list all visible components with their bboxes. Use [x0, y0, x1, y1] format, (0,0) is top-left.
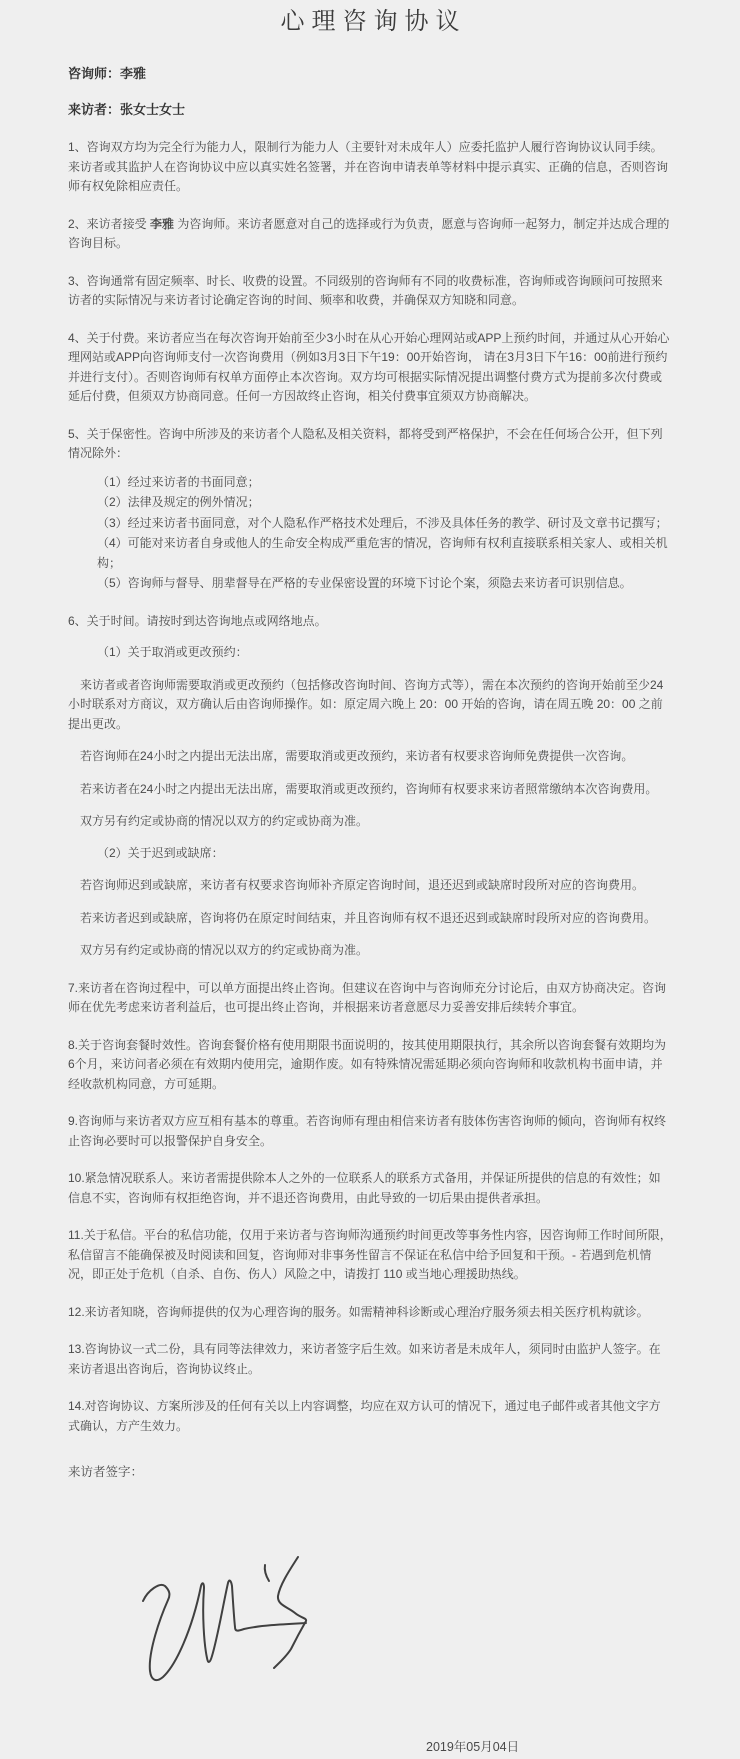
clause-6-sub1-para: 若来访者在24小时之内提出无法出席，需要取消或更改预约，咨询师有权要求来访者照常缴纳本次咨询费用。	[80, 781, 658, 796]
client-signature-image	[128, 1544, 328, 1694]
clause-6-sub2-para: 若咨询师迟到或缺席，来访者有权要求咨询师补齐原定咨询时间，退还迟到或缺席时段所对应的咨询费用。	[80, 878, 645, 892]
counselor-label: 咨询师：	[68, 66, 121, 81]
clause-5	[68, 425, 672, 594]
counselor-name: 李雅	[120, 66, 147, 81]
client-line	[68, 100, 672, 120]
signature-date: 2019年05月04日	[426, 1740, 520, 1754]
clause-5-intro: 5、关于保密性。咨询中所涉及的来访者个人隐私及相关资料，都将受到严格保护，不会在任何场合公开，但下列情况除外：	[68, 426, 663, 460]
counselor-line	[68, 64, 672, 84]
clause-6-intro: 6、关于时间。请按时到达咨询地点或网络地点。	[68, 613, 327, 628]
clause-3: 3、咨询通常有固定频率、时长、收费的设置。不同级别的咨询师有不同的收费标准，咨询师或咨询顾问可按照来访者的实际情况与来访者讨论确定咨询的时间、频率和收费，并确保双方知晓和同意。	[68, 273, 663, 307]
client-label: 来访者：	[68, 102, 121, 117]
page-title: 心理咨询协议	[280, 8, 467, 35]
clause-2-text-pre: 2、来访者接受	[68, 216, 151, 231]
clause-5-item: （4）可能对来访者自身或他人的生命安全构成严重危害的情况，咨询师有权利直接联系相关家人、或相关机构；	[97, 536, 668, 570]
clause-6-sub2-para: 若来访者迟到或缺席，咨询将仍在原定时间结束，并且咨询师有权不退还迟到或缺席时段所对应的咨询费用。	[80, 910, 657, 925]
clause-6-sub2-para: 双方另有约定或协商的情况以双方的约定或协商为准。	[80, 943, 369, 957]
clause-5-item: （1）经过来访者的书面同意；	[97, 474, 260, 489]
clause-12: 12.来访者知晓，咨询师提供的仅为心理咨询的服务。如需精神科诊断或心理治疗服务须去相关医疗机构就诊。	[68, 1304, 649, 1319]
clause-1: 1、咨询双方均为完全行为能力人，限制行为能力人（主要针对未成年人）应委托监护人履行咨询协议认同手续。来访者或其监护人在咨询协议中应以真实姓名签署，并在咨询申请表单等材料中提示真实、正确的信息，否则咨询师有权免除相应责任。	[68, 140, 669, 193]
clause-4: 4、关于付费。来访者应当在每次咨询开始前至少3小时在从心开始心理网站或APP上预约时间，并通过从心开始心理网站或APP向咨询师支付一次咨询费用（例如3月3日下午19：00开始咨询， 请在3月3日下午16：00前进行预约并进行支付）。否则咨询师有权单方面停止本次咨询。双方均可根据实际情况提出调整付费方式为提前多次付费或延后付费，但须双方协商同意。任何一方因故终止咨询，相关付费事宜须双方协商解决。	[68, 330, 670, 403]
clause-10: 10.紧急情况联系人。来访者需提供除本人之外的一位联系人的联系方式备用，并保证所提供的信息的有效性；如信息不实，咨询师有权拒绝咨询，并不退还咨询费用，由此导致的一切后果由提供者承担。	[68, 1171, 661, 1205]
clause-6-sub1-para: 双方另有约定或协商的情况以双方的约定或协商为准。	[80, 814, 369, 828]
clause-7: 7.来访者在咨询过程中，可以单方面提出终止咨询。但建议在咨询中与咨询师充分讨论后，由双方协商决定。咨询师在优先考虑来访者利益后，也可提出终止咨询，并根据来访者意愿尽力妥善安排后续转介事宜。	[68, 980, 667, 1014]
clause-6-sub1-heading: （1）关于取消或更改预约：	[97, 645, 248, 659]
clause-9: 9.咨询师与来访者双方应互相有基本的尊重。若咨询师有理由相信来访者有肢体伤害咨询师的倾向，咨询师有权终止咨询必要时可以报警保护自身安全。	[68, 1114, 667, 1148]
clause-13: 13.咨询协议一式二份，具有同等法律效力，来访者签字后生效。如来访者是未成年人，须同时由监护人签字。在来访者退出咨询后，咨询协议终止。	[68, 1342, 661, 1376]
clause-2-counselor-name: 李雅	[150, 216, 175, 231]
client-signature-label: 来访者签字：	[68, 1465, 144, 1479]
clause-6-sub1-para: 若咨询师在24小时之内提出无法出席，需要取消或更改预约，来访者有权要求咨询师免费提供一次咨询。	[80, 749, 634, 763]
clause-6-sub2-heading: （2）关于迟到或缺席：	[97, 845, 224, 860]
clause-6-sub1-para: 来访者或者咨询师需要取消或更改预约（包括修改咨询时间、咨询方式等），需在本次预约的咨询开始前至少24小时联系对方商议，双方确认后由咨询师操作。如：原定周六晚上 20：00 开始的咨询，请在周五晚 20：00 之前提出更改。	[68, 677, 664, 731]
clause-8: 8.关于咨询套餐时效性。咨询套餐价格有使用期限书面说明的，按其使用期限执行，其余所以咨询套餐有效期均为6个月，来访问者必须在有效期内使用完，逾期作废。如有特殊情况需延期必须向咨询师和收款机构书面申请，并经收款机构同意，方可延期。	[68, 1037, 667, 1091]
client-name: 张女士女士	[120, 102, 186, 117]
clause-2-text-post: 为咨询师。来访者愿意对自己的选择或行为负责，愿意与咨询师一起努力，制定并达成合理的咨询目标。	[68, 216, 670, 250]
clause-5-item: （5）咨询师与督导、朋辈督导在严格的专业保密设置的环境下讨论个案，须隐去来访者可识别信息。	[97, 576, 632, 590]
clause-6	[68, 612, 672, 961]
clause-5-item: （3）经过来访者书面同意，对个人隐私作严格技术处理后，不涉及具体任务的教学、研讨及文章书记撰写；	[97, 515, 668, 530]
clause-2	[68, 215, 672, 254]
clause-5-item: （2）法律及规定的例外情况；	[97, 495, 260, 509]
clause-11: 11.关于私信。平台的私信功能，仅用于来访者与咨询师沟通预约时间更改等事务性内容，因咨询师工作时间所限，私信留言不能确保被及时阅读和回复，咨询师对非事务性留言不保证在私信中给予回复和干预。- 若遇到危机情况，即正处于危机（自杀、自伤、伤人）风险之中，请拨打 110 或当地心理援助热线。	[68, 1228, 672, 1281]
clause-14: 14.对咨询协议、方案所涉及的任何有关以上内容调整，均应在双方认可的情况下，通过电子邮件或者其他文字方式确认，方产生效力。	[68, 1399, 661, 1433]
